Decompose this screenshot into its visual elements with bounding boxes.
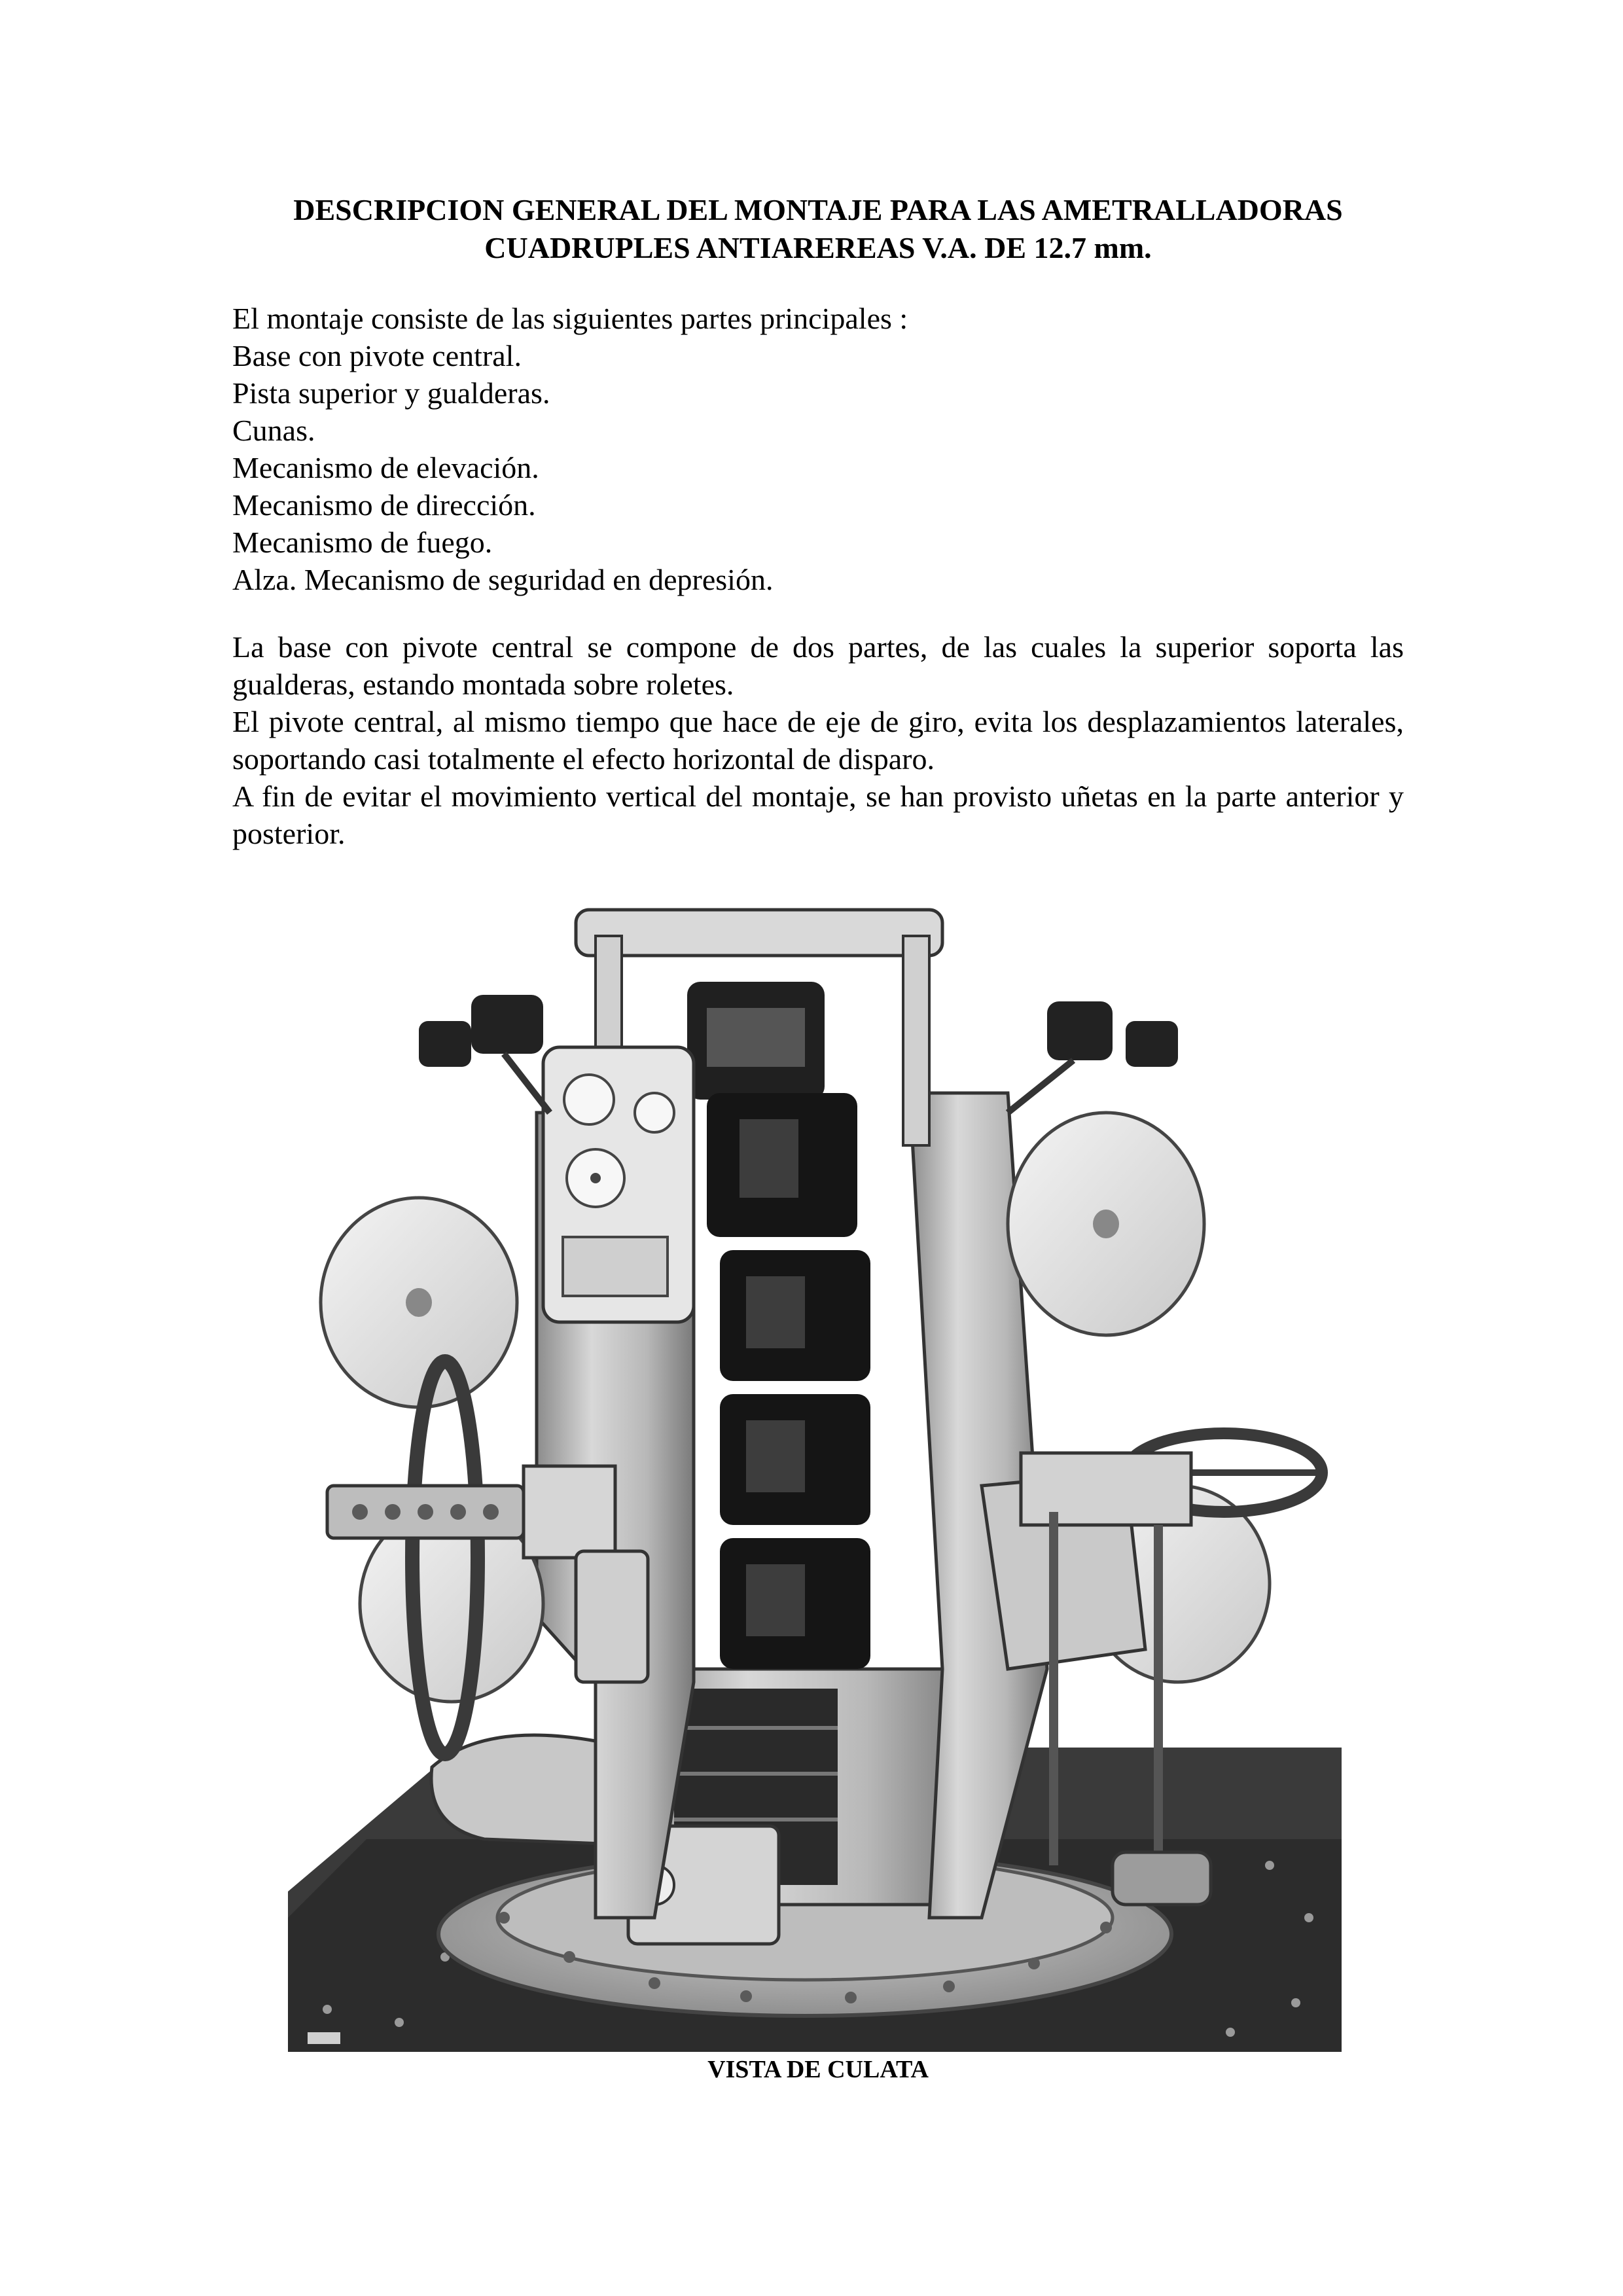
parts-list: [232, 300, 1404, 598]
list-item: Mecanismo de dirección.: [232, 488, 536, 522]
list-item: Pista superior y gualderas.: [232, 376, 550, 410]
list-item: Mecanismo de fuego.: [232, 526, 493, 559]
list-item: Alza. Mecanismo de seguridad en depresión.: [232, 563, 774, 596]
list-item: Cunas.: [232, 414, 315, 447]
document-title: [232, 191, 1404, 267]
title-line-1: DESCRIPCION GENERAL DEL MONTAJE PARA LAS AMETRALLADORAS: [293, 193, 1343, 226]
description-body: [232, 628, 1404, 852]
description-paragraph: La base con pivote central se compone de dos partes, de las cuales la superior soporta las gualderas, estando montada sobre roletes.: [232, 630, 1404, 701]
list-item: Base con pivote central.: [232, 339, 522, 372]
description-paragraph: A fin de evitar el movimiento vertical del montaje, se han provisto uñetas en la parte anterior y posterior.: [232, 780, 1404, 850]
parts-intro: El montaje consiste de las siguientes partes principales :: [232, 302, 908, 335]
figure-caption: VISTA DE CULATA: [707, 2056, 929, 2083]
title-line-2: CUADRUPLES ANTIAREREAS V.A. DE 12.7 mm.: [484, 231, 1152, 264]
description-paragraph: El pivote central, al mismo tiempo que hace de eje de giro, evita los desplazamientos laterales, soportando casi totalmente el efecto horizontal de disparo.: [232, 705, 1404, 776]
list-item: Mecanismo de elevación.: [232, 451, 539, 484]
mount-photo: [288, 897, 1342, 2052]
